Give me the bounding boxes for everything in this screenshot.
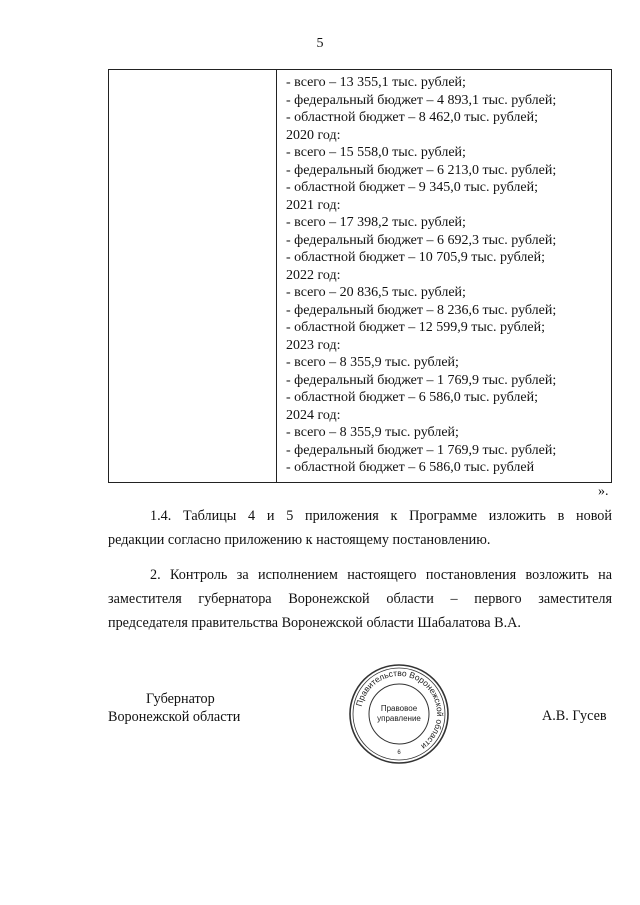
paragraph-2-line-3: председателя правительства Воронежской области Шабалатова В.А.	[108, 615, 521, 631]
funding-line: - областной бюджет – 9 345,0 тыс. рублей;	[286, 180, 538, 195]
funding-line: - федеральный бюджет – 1 769,9 тыс. рублей;	[286, 372, 557, 388]
funding-line: - всего – 13 355,1 тыс. рублей;	[286, 75, 466, 90]
funding-line: - федеральный бюджет – 6 692,3 тыс. рублей;	[286, 232, 557, 248]
stamp-center-line-1: Правовое	[380, 704, 418, 713]
funding-line: - федеральный бюджет – 4 893,1 тыс. рублей;	[286, 92, 557, 108]
funding-line: - всего – 8 355,9 тыс. рублей;	[286, 355, 459, 370]
paragraph-1-line-2: редакции согласно приложению к настоящему постановлению.	[108, 532, 491, 548]
page-number: 5	[316, 36, 324, 51]
signature-title-line-1: Губернатор	[146, 691, 215, 707]
closing-quote: ».	[598, 484, 609, 499]
funding-line: 2024 год:	[286, 407, 341, 423]
funding-line: 2022 год:	[286, 267, 341, 283]
funding-line: - областной бюджет – 6 586,0 тыс. рублей;	[286, 390, 538, 405]
funding-line: - областной бюджет – 12 599,9 тыс. рублей;	[286, 320, 545, 335]
funding-list	[286, 74, 611, 477]
funding-table	[108, 69, 612, 483]
funding-line: - всего – 20 836,5 тыс. рублей;	[286, 285, 466, 300]
signature-name: А.В. Гусев	[542, 708, 607, 724]
table-divider	[276, 70, 277, 482]
paragraph-1	[108, 504, 612, 552]
paragraph-1-line-1: 1.4. Таблицы 4 и 5 приложения к Программе изложить в новой	[150, 508, 612, 524]
paragraph-2	[108, 563, 612, 635]
official-stamp	[347, 662, 451, 766]
funding-line: - федеральный бюджет – 6 213,0 тыс. рублей;	[286, 162, 557, 178]
stamp-ring-text: Правительство Воронежской области	[353, 667, 446, 752]
paragraph-2-line-2: заместителя губернатора Воронежской области – первого заместителя	[108, 591, 612, 607]
funding-line: - областной бюджет – 8 462,0 тыс. рублей;	[286, 110, 538, 125]
funding-line: - областной бюджет – 10 705,9 тыс. рублей;	[286, 250, 545, 265]
signature-title-line-2: Воронежской области	[108, 709, 241, 725]
funding-line: 2021 год:	[286, 197, 341, 213]
funding-line: - областной бюджет – 6 586,0 тыс. рублей	[286, 460, 535, 475]
funding-line: 2023 год:	[286, 337, 341, 353]
funding-line: - федеральный бюджет – 1 769,9 тыс. рублей;	[286, 442, 557, 458]
funding-line: - федеральный бюджет – 8 236,6 тыс. рублей;	[286, 302, 557, 318]
signature-title	[108, 690, 278, 726]
funding-line: - всего – 17 398,2 тыс. рублей;	[286, 215, 466, 230]
funding-line: - всего – 15 558,0 тыс. рублей;	[286, 145, 466, 160]
stamp-center-line-2: управление	[377, 714, 421, 723]
funding-line: - всего – 8 355,9 тыс. рублей;	[286, 425, 459, 440]
stamp-number: 6	[397, 750, 401, 756]
funding-line: 2020 год:	[286, 127, 341, 143]
paragraph-2-line-1: 2. Контроль за исполнением настоящего постановления возложить на	[150, 567, 612, 583]
